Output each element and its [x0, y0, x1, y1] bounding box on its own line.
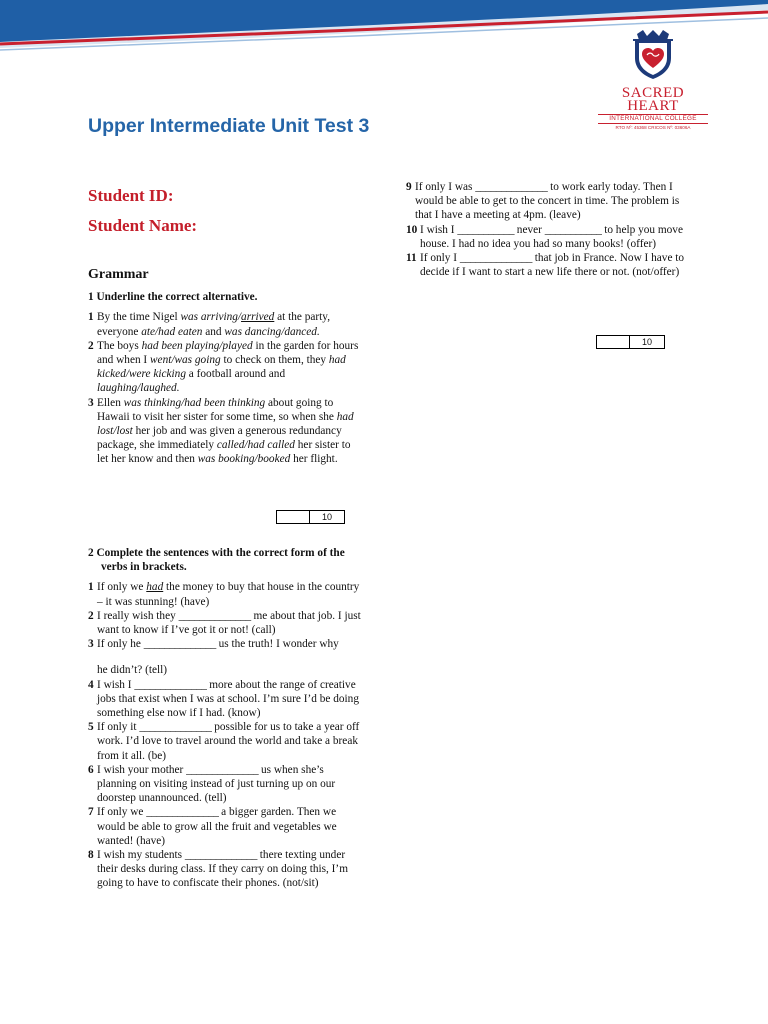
answer-blank[interactable]: ___________: [544, 223, 602, 236]
answer-blank[interactable]: ______________: [184, 849, 257, 862]
item-number: 10: [406, 223, 418, 236]
exercise2-item-11: 11 If only I ______________ that job in France. Now I have to decide if I want to start a new life there or not. (not/offer): [406, 252, 685, 279]
exercise2-item-10: 10 I wish I ___________ never ___________ to help you move house. I had no idea you had so many books! (offer): [406, 223, 683, 250]
exercise2-item-7: 7 If only we ______________ a bigger garden. Then we would be able to grow all the fruit and vegetables we wanted! (have): [88, 806, 337, 847]
page-title: Upper Intermediate Unit Test 3: [88, 115, 370, 137]
answer-blank[interactable]: ______________: [178, 609, 251, 622]
left-column: [88, 268, 363, 467]
exercise2-item-8: 8 I wish my students ______________ there texting under their desks during class. If they carry on doing this, I’m going to have to confiscate their phones. (not/sit): [88, 849, 348, 890]
exercise2-score-box[interactable]: [596, 335, 665, 349]
item-number: 7: [88, 806, 94, 819]
exercise2-block: [88, 546, 363, 891]
grammar-heading: Grammar: [88, 267, 149, 282]
item-number: 11: [406, 252, 417, 265]
answer-blank[interactable]: ______________: [186, 763, 259, 776]
exercise1-score-box[interactable]: [276, 510, 345, 524]
logo-subtitle: INTERNATIONAL COLLEGE: [598, 114, 708, 124]
exercise2-instruction: 2 Complete the sentences with the correct form of the verbs in brackets.: [88, 547, 345, 574]
item-number: 3: [88, 638, 94, 651]
right-column: [406, 180, 686, 279]
answer-blank[interactable]: ______________: [459, 252, 532, 265]
college-logo: [596, 28, 710, 130]
exercise2-item-4: 4 I wish I ______________ more about the range of creative jobs that exist when I was at school. I’m sure I’d be doing something else now if I had. (know): [88, 678, 359, 720]
item-number: 9: [406, 181, 412, 193]
answer-blank[interactable]: ______________: [139, 721, 212, 734]
exercise2-item-6: 6 I wish your mother ______________ us when she’s planning on visiting instead of just turning up on our doorstep unannounced. (tell): [88, 763, 336, 805]
item-number: 1: [88, 581, 94, 594]
item-number: 6: [88, 763, 94, 776]
score-input-cell[interactable]: [277, 511, 310, 523]
item-number: 1: [88, 311, 94, 324]
crest-icon: [629, 28, 677, 80]
item-number: 5: [88, 721, 94, 734]
logo-registration: RTO Nº: 45368 CRICOS Nº: 03606A: [615, 125, 691, 130]
item-number: 2: [88, 339, 94, 352]
exercise2-item-5: 5 If only it ______________ possible for us to take a year off work. I’d love to travel around the world and take a break from it all. (be): [88, 721, 360, 762]
exercise2-item-3: 3 If only he ______________ us the truth! I wonder why he didn’t? (tell): [88, 638, 339, 677]
answer-blank[interactable]: ___________: [457, 223, 514, 236]
exercise2-item-2: 2 I really wish they ______________ me about that job. I just want to know if I’ve got it or not! (call): [88, 609, 361, 637]
exercise1-instruction: 1 Underline the correct alternative.: [88, 291, 258, 304]
exercise1-item-2: 2 The boys had been playing/played in the garden for hours and when I went/was going to check on them, they had kicked/were kicking a football around and laughing/laughed.: [88, 339, 359, 395]
exercise2-item-1: 1 If only we had the money to buy that house in the country – it was stunning! (have): [88, 581, 360, 608]
exercise2-item-9: 9 If only I was ______________ to work early today. Then I would be able to get to the concert in time. The problem is that I have a meeting at 4pm. (leave): [406, 181, 680, 222]
score-input-cell[interactable]: [597, 336, 630, 348]
item-number: 4: [88, 678, 94, 691]
answer-blank[interactable]: ______________: [475, 181, 548, 193]
example-answer: had: [146, 581, 164, 594]
underlined-answer: arrived: [241, 311, 275, 324]
answer-blank[interactable]: ______________: [134, 678, 207, 691]
answer-blank[interactable]: ______________: [146, 806, 219, 819]
answer-blank[interactable]: ______________: [143, 638, 216, 651]
logo-name: SACRED HEART: [621, 85, 685, 114]
item-number: 3: [88, 396, 94, 409]
item-number: 2: [88, 609, 94, 622]
item-number: 8: [88, 849, 94, 862]
exercise1-item-1: 1 By the time Nigel was arriving/arrived at the party, everyone ate/had eaten and was dancing/danced.: [88, 311, 331, 338]
score-total: 10: [321, 512, 332, 522]
student-id-label: Student ID:: [88, 186, 174, 205]
score-total: 10: [641, 337, 652, 347]
student-name-label: Student Name:: [88, 216, 198, 235]
exercise1-item-3: 3 Ellen was thinking/had been thinking about going to Hawaii to visit her sister for some time, so when she had lost/lost her job and was given a generous redundancy package, she immediately called/had called her sister to let her know and then was booking/booked her flight.: [88, 396, 354, 466]
